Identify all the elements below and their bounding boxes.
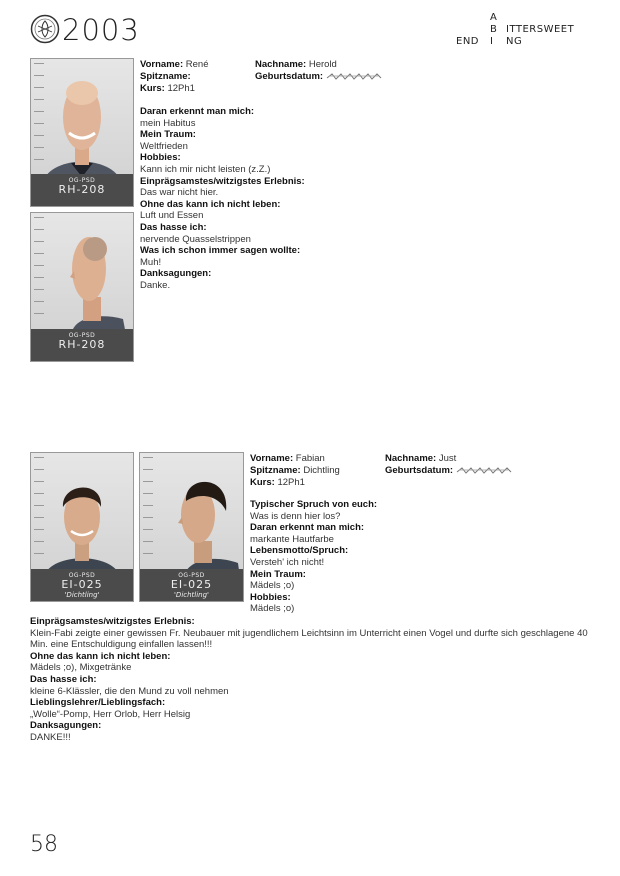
page-number: 58 bbox=[30, 832, 58, 857]
qa-question: Einprägsamstes/witzigstes Erlebnis: bbox=[30, 616, 195, 627]
qa-answer: kleine 6-Klässler, die den Mund zu voll nehmen bbox=[30, 685, 229, 697]
qa-question: Mein Traum: bbox=[250, 568, 306, 580]
field-vorname bbox=[250, 453, 325, 465]
qa-question: Mein Traum: bbox=[140, 129, 196, 141]
year-title: 2003 bbox=[62, 13, 140, 47]
caption-school: OG-PSD bbox=[68, 332, 96, 339]
photo-caption bbox=[31, 174, 133, 206]
profile-answers bbox=[140, 106, 400, 292]
vorname-label: Vorname: bbox=[250, 453, 294, 464]
photo-profile bbox=[139, 452, 244, 602]
photo-caption bbox=[31, 329, 133, 361]
qa-answer: Weltfrieden bbox=[140, 140, 188, 152]
kurs-value: 12Ph1 bbox=[167, 83, 195, 94]
spitzname-value: Dichtling bbox=[303, 465, 340, 476]
caption-school: OG-PSD bbox=[68, 572, 96, 579]
profile-answers-wide bbox=[30, 616, 590, 744]
qa-question: Daran erkennt man mich: bbox=[250, 522, 365, 534]
qa-answer: Versteh' ich nicht! bbox=[250, 556, 325, 568]
qa-question: Daran erkennt man mich: bbox=[140, 106, 255, 117]
qa-answer: Mädels ;o) bbox=[250, 603, 295, 615]
caption-school: OG-PSD bbox=[178, 572, 205, 579]
brand-letter-i: I bbox=[490, 36, 494, 47]
qa-question: Was ich schon immer sagen wollte: bbox=[140, 245, 301, 257]
qa-question: Einprägsamstes/witzigstes Erlebnis: bbox=[140, 175, 305, 187]
qa-answer: Klein-Fabi zeigte einer gewissen Fr. Neubauer mit jugendlichem Leichtsinn im Unterricht einen Vogel und durfte sich geschlagene 40 Min. eine Entschuldigung einfallen lassen!!! bbox=[30, 627, 588, 651]
field-geburtsdatum bbox=[385, 465, 512, 477]
nachname-label: Nachname: bbox=[255, 59, 307, 70]
brand-letter-b: B bbox=[490, 24, 498, 35]
photo-caption bbox=[31, 569, 133, 601]
vorname-value: Fabian bbox=[295, 453, 325, 464]
qa-answer: Mädels ;o), Mixgetränke bbox=[30, 662, 132, 674]
vorname-label: Vorname: bbox=[140, 59, 184, 70]
brand-word-end: END bbox=[456, 36, 479, 47]
photo-front bbox=[30, 452, 134, 602]
redacted-scribble-icon bbox=[456, 466, 512, 475]
qa-answer: markante Hautfarbe bbox=[250, 533, 334, 545]
brand-word-ng: NG bbox=[506, 36, 523, 47]
profile-answers bbox=[250, 499, 580, 615]
brand-letter-a: A bbox=[490, 12, 498, 23]
caption-school: OG-PSD bbox=[68, 177, 96, 184]
qa-question: Ohne das kann ich nicht leben: bbox=[140, 198, 281, 210]
spitzname-label: Spitzname: bbox=[250, 465, 301, 476]
qa-answer: Mädels ;o) bbox=[250, 580, 295, 592]
qa-answer: Was is denn hier los? bbox=[250, 510, 341, 522]
kurs-value: 12Ph1 bbox=[277, 477, 305, 488]
brand-word-ittersweet: ITTERSWEET bbox=[506, 24, 575, 35]
qa-answer: Kann ich mir nicht leisten (z.Z.) bbox=[140, 163, 271, 175]
redacted-scribble-icon bbox=[326, 72, 382, 81]
brand-logo bbox=[456, 12, 606, 48]
photo-profile bbox=[30, 212, 134, 362]
qa-question: Typischer Spruch von euch: bbox=[250, 499, 378, 510]
qa-question: Danksagungen: bbox=[30, 720, 102, 732]
qa-answer: nervende Quasselstrippen bbox=[140, 233, 251, 245]
qa-question: Ohne das kann ich nicht leben: bbox=[30, 650, 171, 662]
field-geburtsdatum bbox=[255, 71, 382, 83]
caption-code: RH-208 bbox=[58, 183, 106, 196]
geburtsdatum-label: Geburtsdatum: bbox=[385, 465, 454, 476]
field-nachname bbox=[255, 59, 337, 71]
qa-answer: DANKE!!! bbox=[30, 731, 71, 743]
qa-answer: mein Habitus bbox=[140, 117, 196, 129]
nachname-value: Just bbox=[438, 453, 457, 464]
qa-answer: Das war nicht hier. bbox=[140, 187, 219, 199]
school-logo-icon bbox=[30, 14, 60, 44]
kurs-label: Kurs: bbox=[140, 83, 165, 94]
nachname-label: Nachname: bbox=[385, 453, 437, 464]
caption-nickname: 'Dichtling' bbox=[64, 591, 100, 599]
qa-answer: „Wolle“-Pomp, Herr Orlob, Herr Helsig bbox=[30, 708, 191, 720]
photo-front bbox=[30, 58, 134, 207]
photo-caption bbox=[140, 569, 243, 601]
kurs-label: Kurs: bbox=[250, 477, 275, 488]
vorname-value: René bbox=[185, 59, 209, 70]
qa-answer: Muh! bbox=[140, 256, 162, 268]
caption-code: EI-025 bbox=[61, 578, 103, 591]
field-nachname bbox=[385, 453, 456, 465]
qa-question: Das hasse ich: bbox=[140, 221, 207, 233]
caption-nickname: 'Dichtling' bbox=[174, 591, 209, 599]
qa-answer: Luft und Essen bbox=[140, 210, 204, 222]
field-spitzname bbox=[140, 71, 191, 83]
caption-code: EI-025 bbox=[170, 578, 213, 591]
geburtsdatum-label: Geburtsdatum: bbox=[255, 71, 324, 82]
qa-question: Lieblingslehrer/Lieblingsfach: bbox=[30, 697, 166, 709]
nachname-value: Herold bbox=[308, 59, 337, 70]
field-kurs bbox=[250, 477, 305, 489]
field-spitzname bbox=[250, 465, 340, 477]
qa-question: Hobbies: bbox=[250, 591, 291, 603]
field-vorname bbox=[140, 59, 208, 71]
field-kurs bbox=[140, 83, 195, 95]
qa-question: Hobbies: bbox=[140, 152, 181, 164]
spitzname-label: Spitzname: bbox=[140, 71, 191, 82]
qa-answer: Danke. bbox=[140, 279, 171, 291]
qa-question: Danksagungen: bbox=[140, 268, 212, 280]
qa-item bbox=[140, 106, 400, 118]
qa-question: Lebensmotto/Spruch: bbox=[250, 545, 349, 557]
caption-code: RH-208 bbox=[58, 338, 106, 351]
qa-question: Das hasse ich: bbox=[30, 673, 97, 685]
